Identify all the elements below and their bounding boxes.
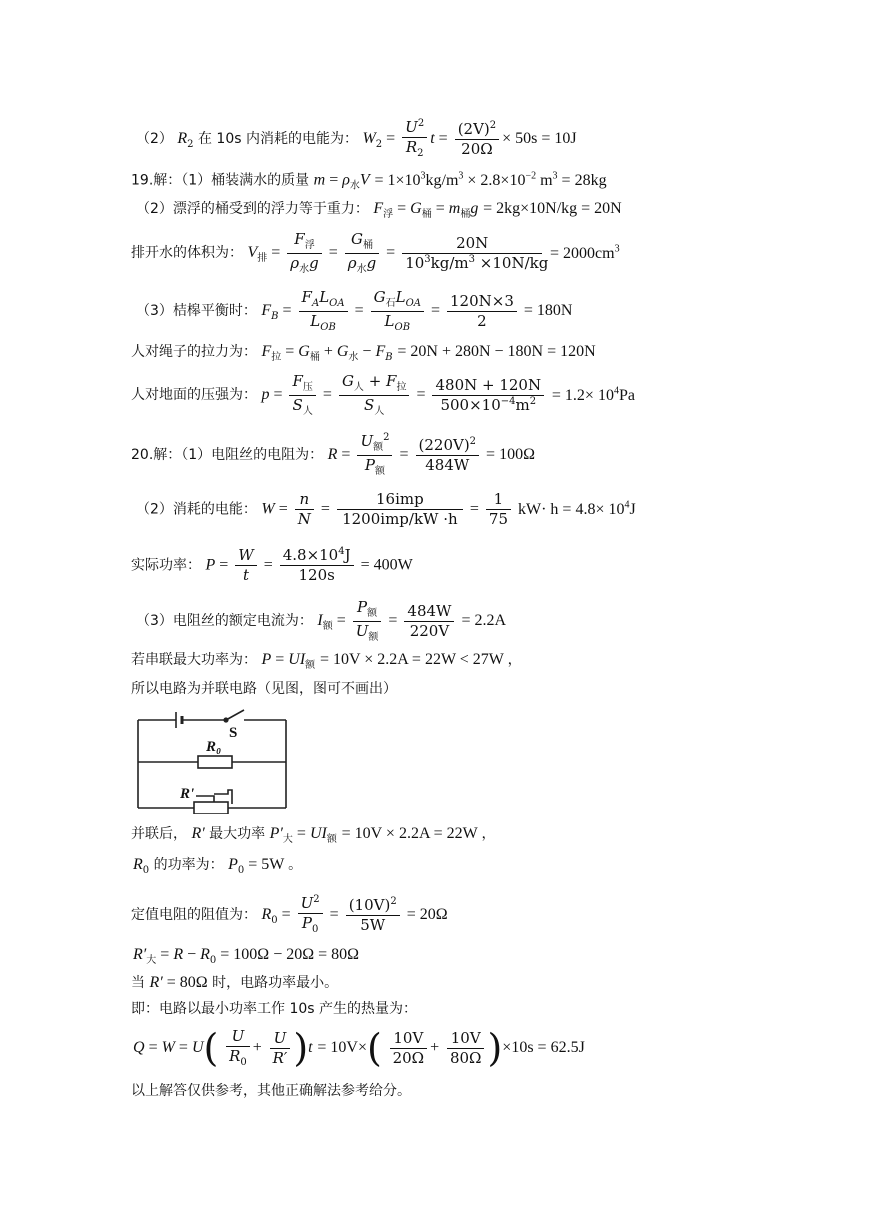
line-r2-energy: （2） $R_2$ 在 10s 内消耗的电能为： $W_2$ = $\frac{U^2}{R_2}$ t = $\frac{(2V)^2}{20\Omega}$ × 50s = 10J — [136, 118, 577, 159]
line-rheostat-max: $R'_大 = R - R_0 = 100\Omega - 20\Omega = 80\Omega$ — [133, 946, 360, 966]
line-displaced-volume: 排开水的体积为： $V_排$ = $\frac{F_浮}{\rho_水g}$ = $\frac{G_桶}{\rho_水g}$ = $\frac{20N}{10^3kg/m^3 \times 10N/kg}$ = $2000cm^3$ — [131, 230, 620, 275]
line-19-mass: 19.解：（1）桶装满水的质量 $m = \rho_水V = 1\times 10^3kg/m^3 \times 2.8\times 10^{-2}$ $m^3 = 28kg$ — [131, 171, 607, 192]
line-heat-intro: 即：电路以最小功率工作 10s 产生的热量为： — [131, 1001, 418, 1017]
line-parallel-note: 所以电路为并联电路（见图，图可不画出） — [131, 681, 397, 697]
switch-label: S — [229, 725, 238, 741]
line-parallel-max-power: 并联后， R′ 最大功率 $P'_大 = UI_额 = 10V \times 2.2A = 22W$ ， — [131, 825, 496, 845]
rheostat-label: R' — [180, 786, 195, 802]
line-lever-balance: （3）桔槔平衡时： $F_B$ = $\frac{F_AL_{OA}}{L_{OB}}$ = $\frac{G_石L_{OA}}{L_{OB}}$ = $\frac{120N\times 3}{2}$ = 180N — [136, 288, 573, 333]
line-ground-pressure: 人对地面的压强为： p = $\frac{F_压}{S_人}$ = $\frac{G_人 + F_拉}{S_人}$ = $\frac{480N + 120N}{500\times 10^{-4}m^2}$ = $1.2\times 10^4Pa$ — [131, 372, 635, 417]
line-actual-power: 实际功率： P = $\frac{W}{t}$ = $\frac{4.8\times 10^4J}{120s}$ = 400W — [131, 546, 413, 584]
line-rope-tension: 人对绳子的拉力为： $F_拉 = G_桶 + G_水 - F_B = 20N + 280N - 180N = 120N$ — [131, 343, 596, 363]
line-buoyancy: （2）漂浮的桶受到的浮力等于重力： $F_浮 = G_桶 = m_桶g = 2kg\times 10N/kg = 20N$ — [136, 200, 622, 220]
line-r0-power: $R_0$ 的功率为： $P_0 = 5W$ 。 — [133, 856, 303, 876]
line-20-resistance: 20.解：（1）电阻丝的电阻为： R = $\frac{U_额^2}{P_额}$ = $\frac{(220V)^2}{484W}$ = 100Ω — [131, 432, 535, 477]
line-r0-resistance: 定值电阻的阻值为： $R_0$ = $\frac{U^2}{P_0}$ = $\frac{(10V)^2}{5W}$ = 20Ω — [131, 894, 448, 935]
line-heat-result: Q = W = U( $\frac{U}{R_0}$ + $\frac{U}{R'}$ )t = 10V×( $\frac{10V}{20\Omega}$ + $\frac{10V}{80\Omega}$ )×10s = 62.5J — [133, 1026, 585, 1071]
r0-label: R₀ — [206, 739, 222, 755]
line-rated-current: （3）电阻丝的额定电流为： $I_额$ = $\frac{P_额}{U_额}$ = $\frac{484W}{220V}$ = 2.2A — [136, 598, 507, 643]
line-energy-consumed: （2）消耗的电能： W = $\frac{n}{N}$ = $\frac{\text{16imp}}{\text{1200imp/kW ·h}}$ = $\frac{1}{75}$ $kW\cdot h = 4.8\times 10^4J$ — [136, 490, 636, 528]
line-footnote: 以上解答仅供参考，其他正确解法参考给分。 — [131, 1083, 411, 1099]
line-min-power-condition: 当 R′ = 80Ω 时，电路功率最小。 — [131, 974, 339, 991]
parallel-circuit-diagram — [130, 706, 290, 814]
line-series-max-power: 若串联最大功率为： $P = UI_额 = 10V \times 2.2A = 22W < 27W$ ， — [131, 651, 522, 671]
